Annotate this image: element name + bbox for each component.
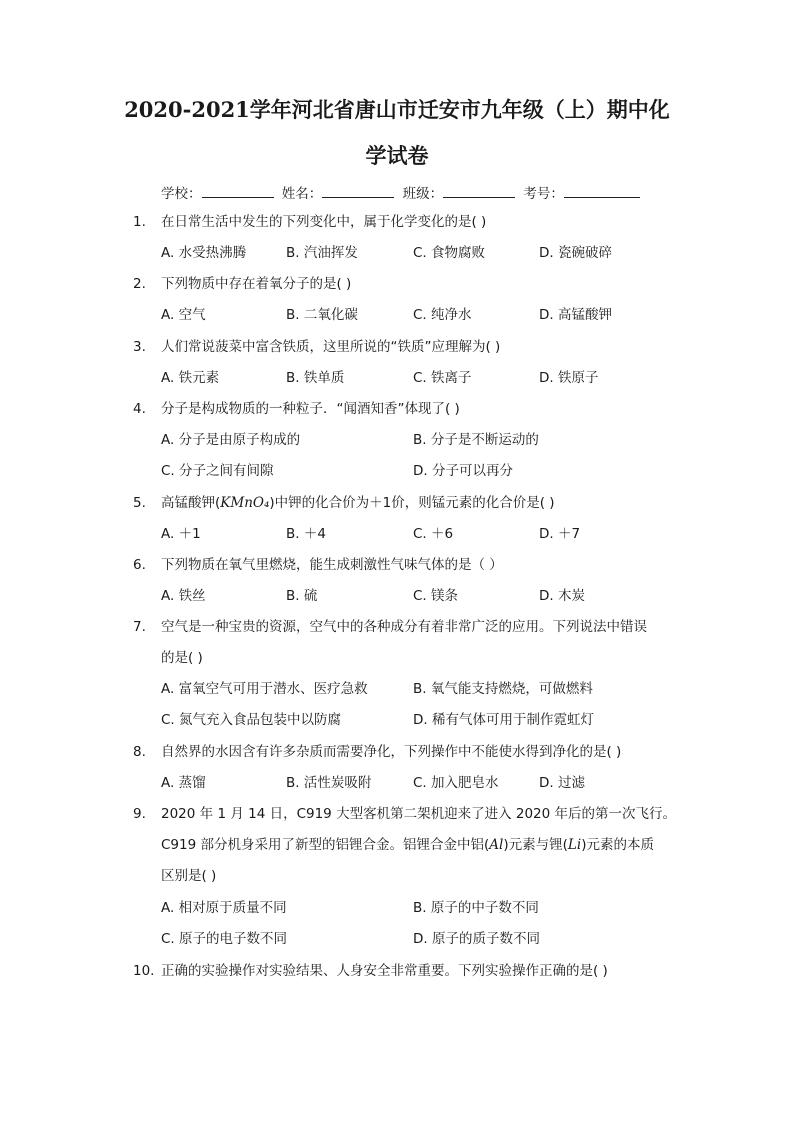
option-a[interactable]: A. ＋1 bbox=[161, 526, 201, 542]
option-c[interactable]: C. 食物腐败 bbox=[413, 245, 486, 261]
option-d[interactable]: D. 瓷碗破碎 bbox=[539, 245, 612, 261]
question-number: 9. bbox=[133, 806, 146, 822]
option-d[interactable]: D. 分子可以再分 bbox=[413, 463, 513, 479]
student-info-row bbox=[161, 182, 644, 202]
question-number: 4. bbox=[133, 401, 146, 417]
option-c[interactable]: C. 镁条 bbox=[413, 588, 459, 604]
option-d[interactable]: D. 过滤 bbox=[539, 775, 585, 791]
option-d[interactable]: D. 高锰酸钾 bbox=[539, 307, 612, 323]
option-a[interactable]: A. 分子是由原子构成的 bbox=[161, 432, 301, 448]
question-number: 6. bbox=[133, 557, 146, 573]
class-label: 班级： bbox=[402, 186, 444, 202]
option-c[interactable]: C. 原子的电子数不同 bbox=[161, 931, 288, 947]
question-number: 10. bbox=[133, 963, 155, 979]
option-d[interactable]: D. 木炭 bbox=[539, 588, 585, 604]
option-a[interactable]: A. 富氧空气可用于潜水、医疗急救 bbox=[161, 681, 368, 697]
formula-al: Al bbox=[489, 837, 504, 853]
exam-no-field[interactable] bbox=[564, 185, 640, 198]
question-stem: 高锰酸钾(KMnO₄)中钾的化合价为＋1价，则锰元素的化合价是( ) bbox=[161, 495, 555, 511]
option-d[interactable]: D. 铁原子 bbox=[539, 370, 599, 386]
option-c[interactable]: C. 纯净水 bbox=[413, 307, 472, 323]
option-a[interactable]: A. 空气 bbox=[161, 307, 206, 323]
option-b[interactable]: B. 原子的中子数不同 bbox=[413, 900, 539, 916]
name-field[interactable] bbox=[322, 185, 394, 198]
exam-title-line-1: 2020-2021学年河北省唐山市迁安市九年级（上）期中化 bbox=[124, 97, 670, 122]
question-stem: 下列物质在氧气里燃烧，能生成刺激性气味气体的是（ ） bbox=[161, 557, 503, 573]
question-stem: 人们常说菠菜中富含铁质，这里所说的“铁质”应理解为( ) bbox=[161, 339, 501, 355]
option-b[interactable]: B. 二氧化碳 bbox=[286, 307, 358, 323]
question-number: 8. bbox=[133, 744, 146, 760]
formula-li: Li bbox=[567, 837, 582, 853]
name-label: 姓名： bbox=[281, 186, 323, 202]
option-d[interactable]: D. 稀有气体可用于制作霓虹灯 bbox=[413, 712, 594, 728]
question-number: 5. bbox=[133, 495, 146, 511]
question-stem: 自然界的水因含有许多杂质而需要净化，下列操作中不能使水得到净化的是( ) bbox=[161, 744, 622, 760]
option-a[interactable]: A. 水受热沸腾 bbox=[161, 245, 247, 261]
formula-kmno4: KMnO₄ bbox=[220, 495, 270, 511]
option-c[interactable]: C. 加入肥皂水 bbox=[413, 775, 499, 791]
question-number: 1. bbox=[133, 214, 146, 230]
option-c[interactable]: C. 氮气充入食品包装中以防腐 bbox=[161, 712, 342, 728]
option-c[interactable]: C. 铁离子 bbox=[413, 370, 472, 386]
option-c[interactable]: C. 分子之间有间隙 bbox=[161, 463, 274, 479]
question-stem-line-3: 区别是( ) bbox=[161, 868, 217, 884]
option-d[interactable]: D. 原子的质子数不同 bbox=[413, 931, 540, 947]
question-number: 7. bbox=[133, 619, 146, 635]
school-label: 学校： bbox=[161, 186, 202, 202]
question-number: 3. bbox=[133, 339, 146, 355]
option-a[interactable]: A. 蒸馏 bbox=[161, 775, 206, 791]
exam-no-label: 考号： bbox=[523, 186, 564, 202]
option-b[interactable]: B. 氧气能支持燃烧，可做燃料 bbox=[413, 681, 593, 697]
option-a[interactable]: A. 相对原于质量不同 bbox=[161, 900, 287, 916]
option-b[interactable]: B. 活性炭吸附 bbox=[286, 775, 372, 791]
question-number: 2. bbox=[133, 276, 146, 292]
question-stem-line-2: C919 部分机身采用了新型的铝锂合金。铝锂合金中铝(Al)元素与锂(Li)元素的本质 bbox=[161, 837, 654, 853]
question-stem: 2020 年 1 月 14 日，C919 大型客机第二架机迎来了进入 2020 年后的第一次飞行。 bbox=[161, 806, 677, 822]
class-field[interactable] bbox=[443, 185, 515, 198]
school-field[interactable] bbox=[202, 185, 274, 198]
option-a[interactable]: A. 铁丝 bbox=[161, 588, 206, 604]
question-stem: 空气是一种宝贵的资源，空气中的各种成分有着非常广泛的应用。下列说法中错误 bbox=[161, 619, 647, 635]
exam-title-line-2: 学试卷 bbox=[365, 143, 429, 168]
option-c[interactable]: C. ＋6 bbox=[413, 526, 454, 542]
option-d[interactable]: D. ＋7 bbox=[539, 526, 581, 542]
option-b[interactable]: B. ＋4 bbox=[286, 526, 326, 542]
question-stem: 正确的实验操作对实验结果、人身安全非常重要。下列实验操作正确的是( ) bbox=[161, 963, 608, 979]
option-b[interactable]: B. 硫 bbox=[286, 588, 318, 604]
question-stem: 下列物质中存在着氧分子的是( ) bbox=[161, 276, 352, 292]
question-stem: 在日常生活中发生的下列变化中，属于化学变化的是( ) bbox=[161, 214, 487, 230]
option-b[interactable]: B. 分子是不断运动的 bbox=[413, 432, 539, 448]
option-b[interactable]: B. 铁单质 bbox=[286, 370, 345, 386]
option-b[interactable]: B. 汽油挥发 bbox=[286, 245, 358, 261]
option-a[interactable]: A. 铁元素 bbox=[161, 370, 220, 386]
question-stem: 分子是构成物质的一种粒子．“闻酒知香”体现了( ) bbox=[161, 401, 460, 417]
question-stem-line-2: 的是( ) bbox=[161, 650, 203, 666]
